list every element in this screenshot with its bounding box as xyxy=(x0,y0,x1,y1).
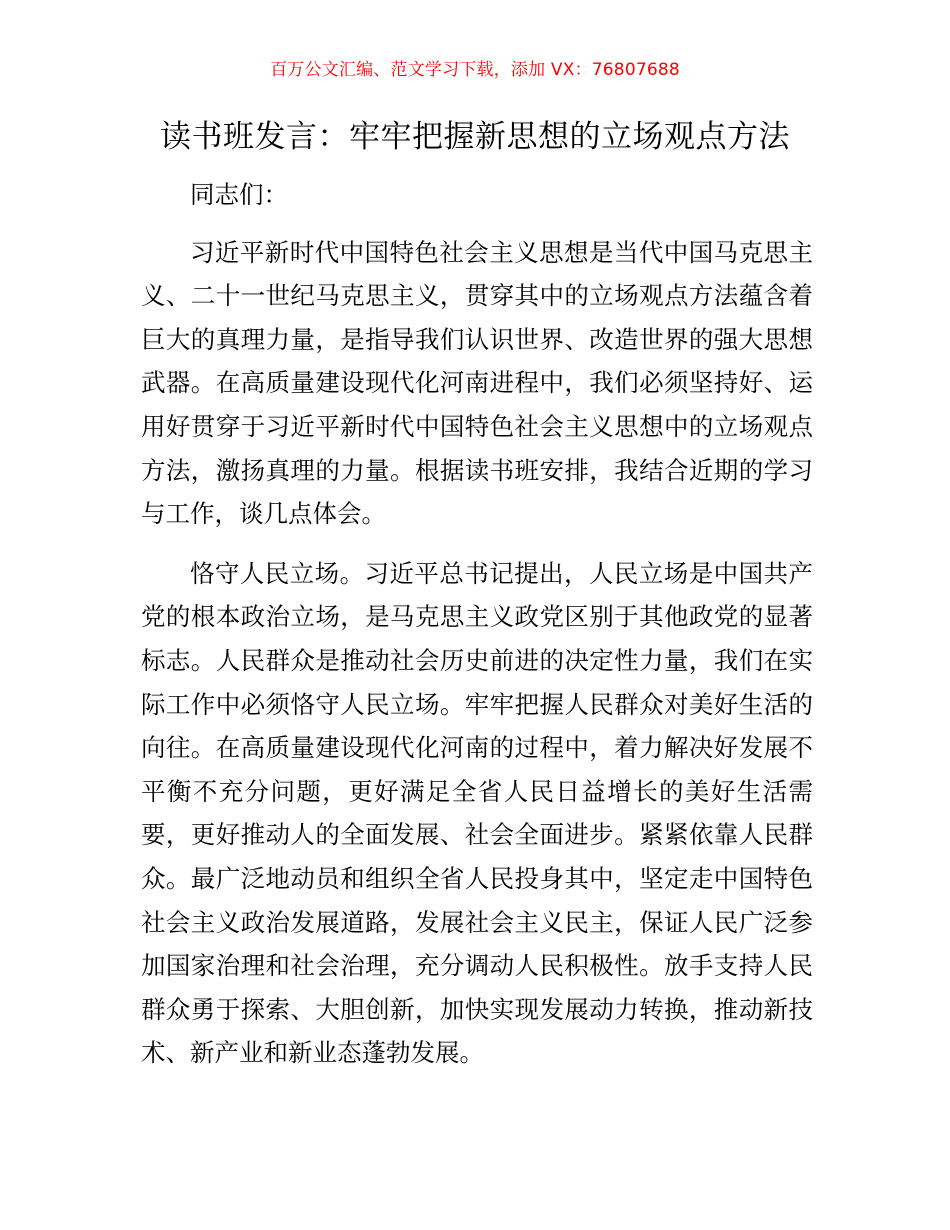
document-title: 读书班发言：牢牢把握新思想的立场观点方法 xyxy=(160,119,790,155)
header-note: 百万公文汇编、范文学习下载，添加 VX：76807688 xyxy=(270,60,680,80)
paragraph-people-stance: 恪守人民立场。习近平总书记提出，人民立场是中国共产党的根本政治立场，是马克思主义政党区别于其他政党的显著标志。人民群众是推动社会历史前进的决定性力量，我们在实际工作中必须恪守人民立场。牢牢把握人民群众对美好生活的向往。在高质量建设现代化河南的过程中，着力解决好发展不平衡不充分问题，更好满足全省人民日益增长的美好生活需要，更好推动人的全面发展、社会全面进步。紧紧依靠人民群众。最广泛地动员和组织全省人民投身其中，坚定走中国特色社会主义政治发展道路，发展社会主义民主，保证人民广泛参加国家治理和社会治理，充分调动人民积极性。放手支持人民群众勇于探索、大胆创新，加快实现发展动力转换，推动新技术、新产业和新业态蓬勃发展。 xyxy=(141,558,813,1068)
paragraph-intro: 习近平新时代中国特色社会主义思想是当代中国马克思主义、二十一世纪马克思主义，贯穿其中的立场观点方法蕴含着巨大的真理力量，是指导我们认识世界、改造世界的强大思想武器。在高质量建设现代化河南进程中，我们必须坚持好、运用好贯穿于习近平新时代中国特色社会主义思想中的立场观点方法，激扬真理的力量。根据读书班安排，我结合近期的学习与工作，谈几点体会。 xyxy=(141,237,813,529)
salutation: 同志们： xyxy=(190,180,288,209)
document-body xyxy=(141,173,813,1075)
